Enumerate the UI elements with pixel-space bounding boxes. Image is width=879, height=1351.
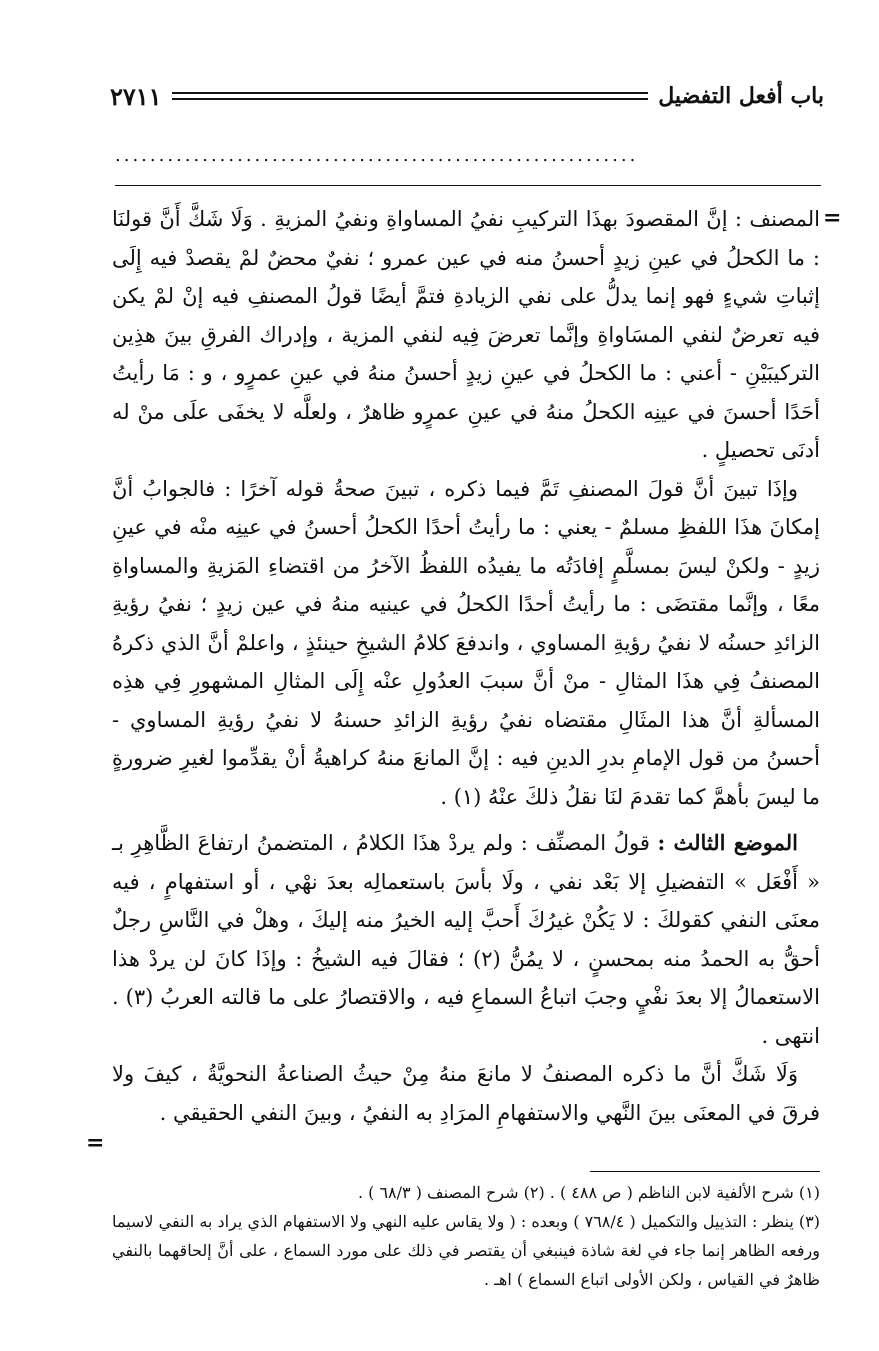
- running-header: [110, 76, 824, 116]
- section-rule: [115, 185, 821, 186]
- footnote-3: (٣) ينظر : التذييل والتكميل ( ٧٦٨/٤ ) وبعده : ( ولا يقاس عليه النهي ولا الاستفهام الذي يراد به النفي لاسيما ورفعه الظاهر إنما جاء في لغة شاذة فينبغي أن يقتصر في ذلك على مورد السماع ، على أنَّ إلحاقهما بالنفي ظاهرٌ في القياس ، ولكن الأولى اتباع السماع ) اهـ .: [112, 1212, 821, 1289]
- page-number: ٢٧١١: [110, 81, 162, 111]
- paragraph-4: وَلَا شَكَّ أنَّ ما ذكره المصنفُ لا مانعَ منهُ مِنْ حيثُ الصناعةُ النحويَّةُ ، كيفَ ولا فرقَ في المعنَى بينَ النَّهي والاستفهامِ المرَادِ به النفيُ ، وبينَ النفي الحقيقي .: [112, 1062, 820, 1125]
- footnote-1-2: (١) شرح الألفية لابن الناظم ( ص ٤٨٨ ) . (٢) شرح المصنف ( ٦٨/٣ ) .: [357, 1183, 820, 1202]
- paragraph-3-text: قولُ المصنِّف : ولم يردْ هذَا الكلامُ ، المتضمنُ ارتفاعَ الظَّاهِرِ بـ « أَفْعَل » التفضيلِ إلا بَعْد نفي ، ولَا بأسَ باستعمالِه بعدَ نهْي ، أو استفهامٍ ، فيه معنَى النفي كقولكَ : لا يَكُنْ غيرُكَ أَحبَّ إليه الخيرُ منه إليكَ ، وهلْ في النَّاسِ رجلٌ أحقُّ به الحمدُ منه بمحسنٍ ، لا يمُنُّ (٢) ؛ فقالَ فيه الشيخُ : وإذَا كانَ لن يردْ هذا الاستعمالُ إلا بعدَ نفْيٍ وجبَ اتباعُ السماعِ فيه ، والاقتصارُ على ما قالته العربُ (٣) . انتهى .: [112, 831, 821, 1048]
- continuation-marker-top: =: [823, 205, 842, 231]
- paragraph-2: وإذَا تبينَ أنَّ قولَ المصنفِ تَمَّ فيما ذكره ، تبينَ صحةُ قوله آخرًا : فالجوابُ أنَّ إمكانَ هذَا اللفظِ مسلمٌ - يعني : ما رأيتُ أحدًا الكحلُ أحسنُ في عينِه منْه في عينِ زيدٍ - ولكنْ ليسَ بمسلَّمٍ إفادَتُه ما يفيدُه اللفظُ الآخرُ من اقتضاءِ المَزيةِ والمساواةِ معًا ، وإنَّما مقتضَى : ما رأيتُ أحدًا الكحلُ في عينيه منهُ في عين زيدٍ ؛ نفيُ رؤيةِ الزائدِ حسنُه لا نفيُ رؤيةِ المساوي ، واندفعَ كلامُ الشيخِ حينئذٍ ، واعلمْ أنَّ الذي ذكرهُ المصنفُ فِي هذَا المثالِ - منْ أنَّ سببَ العدُولِ عنْه إِلَى المثالِ المشهورِ فِي هذِه المسألةِ أنَّ هذا المثَالِ مقتضاه نفيُ رؤيةِ الزائدِ حسنهُ لا نفيُ رؤيةِ المساوي - أحسنُ من قول الإمامِ بدرِ الدينِ فيه : إنَّ المانعَ منهُ كراهيةُ أنْ يقدِّموا لغيرِ ضرورةٍ ما ليسَ بأهمَّ كما تقدمَ لنَا نقلُ ذلكَ عنْهُ (١) .: [112, 476, 820, 809]
- continuation-marker-bottom: =: [86, 1130, 105, 1156]
- omission-dots: ............................................................: [115, 145, 639, 166]
- paragraph-1: المصنف : إنَّ المقصودَ بهذَا التركيبِ نفيُ المساواةِ ونفيُ المزيةِ . وَلَا شَكَّ أَنَّ قولنَا : ما الكحلُ في عينِ زيدٍ أحسنُ منه في عين عمرو ؛ نفيٌ محضٌ لمْ يقصدْ فيه إِلَى إثباتِ شيءٍ فهو إنما يدلُّ على نفي الزيادةِ فتمَّ أيضًا قولُ المصنفِ فيه إنْ لمْ يكن فيه تعرضٌ لنفي المسَاواةِ وإنَّما تعرضَ فِيه لنفي المزية ، وإدراك الفرقِ بينَ هذِين التركيبَيْنِ - أعني : ما الكحلُ في عينِ زيدٍ أحسنُ منهُ في عينِ عمرٍو ، و : مَا رأيتُ أحَدًا أحسنَ في عينِه الكحلُ منهُ في عينِ عمرٍو ظاهرٌ ، ولعلَّه لا يخفَى علَى منْ له أدنَى تحصيلٍ .: [112, 207, 820, 462]
- header-double-rule: [172, 92, 649, 100]
- paragraph-3: [112, 824, 820, 1055]
- footnote-rule: [590, 1171, 820, 1172]
- footnotes: [112, 1178, 820, 1294]
- chapter-title: باب أفعل التفضيل: [658, 83, 824, 109]
- section-heading: الموضع الثالث :: [657, 830, 798, 855]
- main-text: [112, 200, 820, 1132]
